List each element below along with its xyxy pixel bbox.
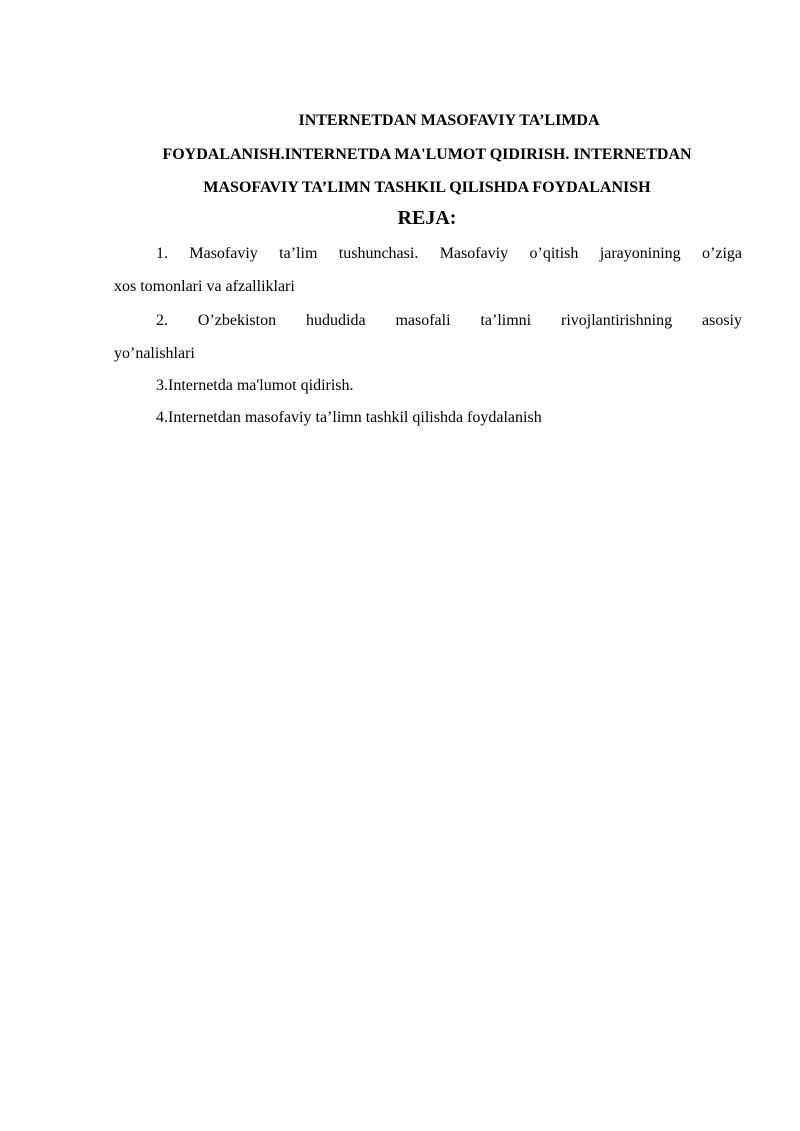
plan-heading: REJA:	[397, 207, 457, 229]
plan-item-4: 4.Internetdan masofaviy ta’limn tashkil qilishda foydalanish	[156, 409, 542, 426]
title-line-2: FOYDALANISH.INTERNETDA MA'LUMOT QIDIRISH. INTERNETDAN	[162, 146, 692, 163]
title-line-1: INTERNETDAN MASOFAVIY TA’LIMDA	[298, 112, 600, 129]
plan-item-2-line-1: 2. O’zbekiston hududida masofali ta’limni rivojlantirishning asosiy	[156, 312, 742, 329]
title-line-3: MASOFAVIY TA’LIMN TASHKIL QILISHDA FOYDALANISH	[203, 179, 651, 196]
plan-item-3: 3.Internetda ma'lumot qidirish.	[156, 377, 354, 394]
plan-item-1-line-2: xos tomonlari va afzalliklari	[114, 278, 295, 295]
plan-item-1-line-1: 1. Masofaviy ta’lim tushunchasi. Masofaviy o’qitish jarayonining o’ziga	[156, 245, 742, 262]
plan-item-2-line-2: yo’nalishlari	[114, 345, 195, 362]
